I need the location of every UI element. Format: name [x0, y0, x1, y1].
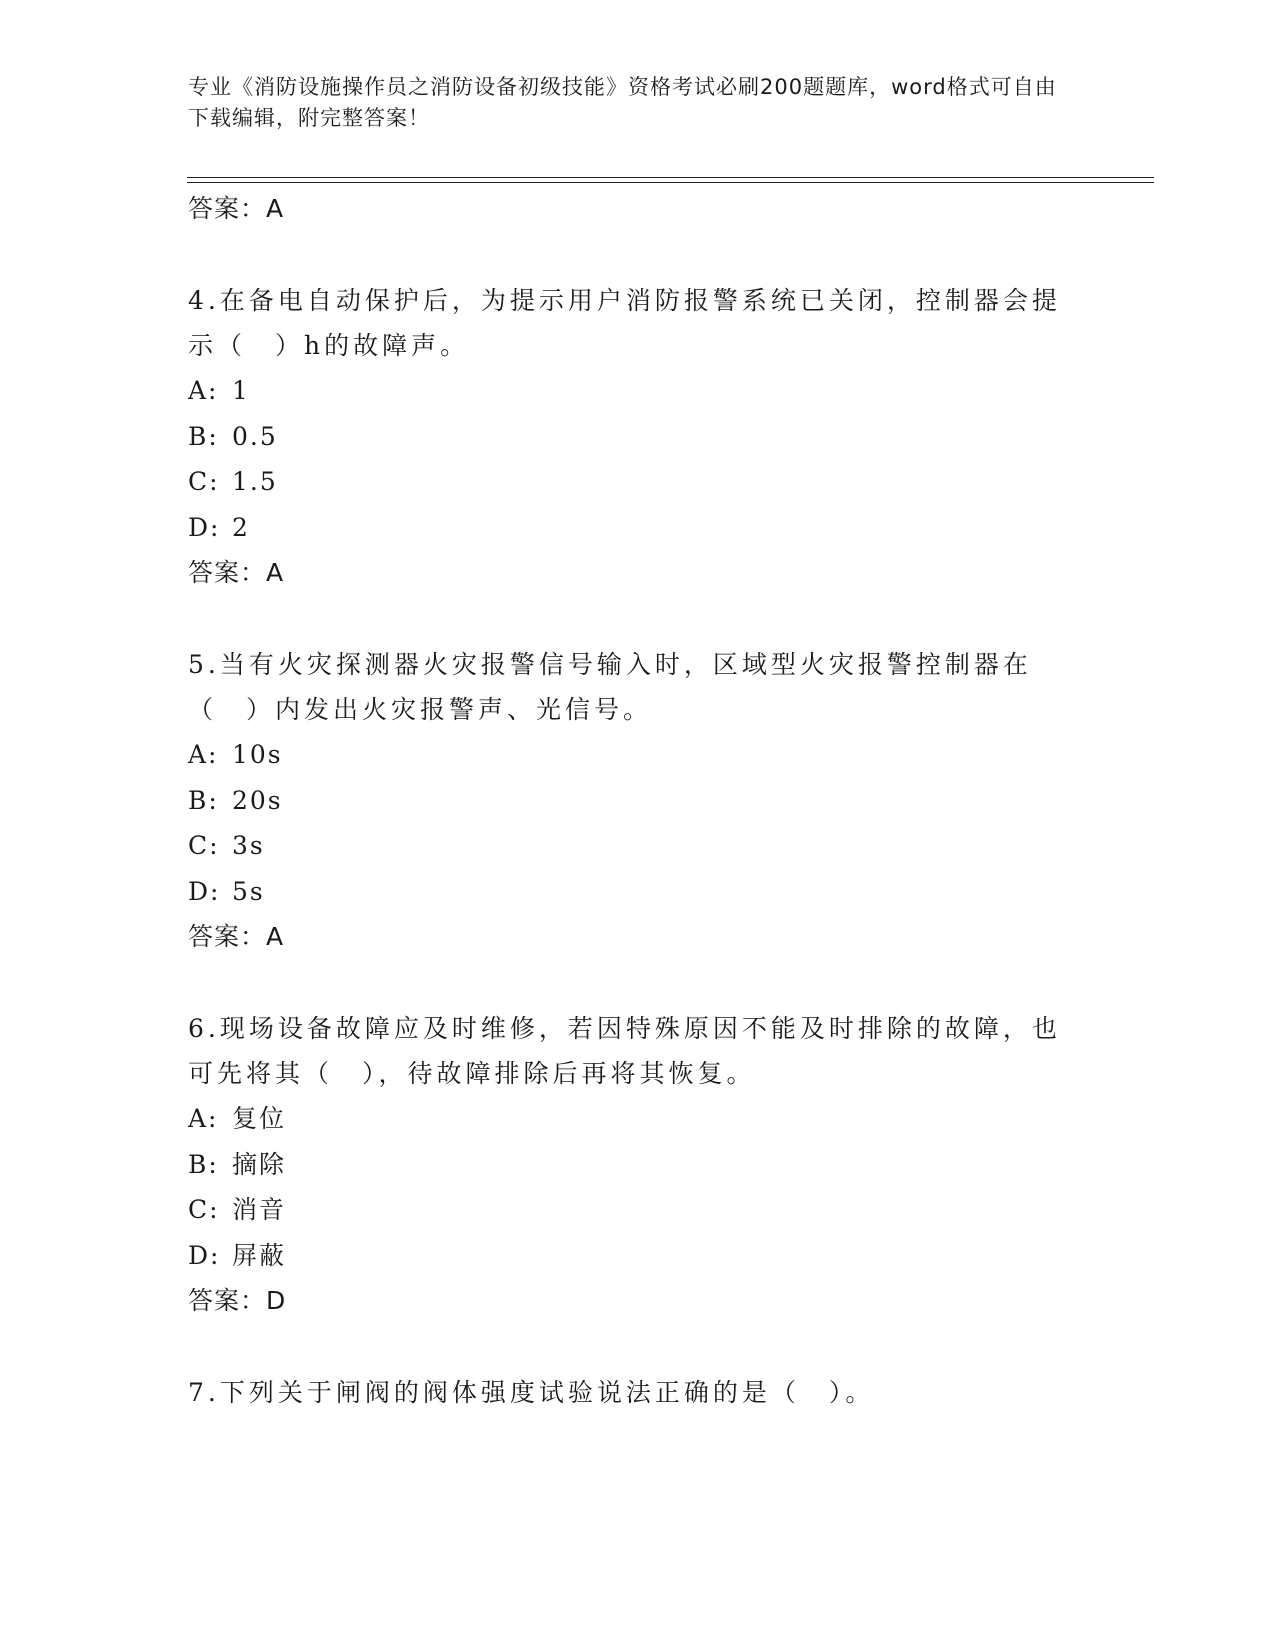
option-letter: C:	[188, 467, 220, 496]
option-d	[188, 869, 1068, 915]
answer-line: 答案：A	[188, 922, 285, 951]
answer-line: 答案：A	[188, 558, 285, 587]
answer-line: 答案：A	[188, 194, 285, 223]
option-text: 0.5	[232, 421, 278, 451]
header-divider-bottom	[187, 182, 1154, 183]
option-d	[188, 1233, 1068, 1279]
option-c	[188, 823, 1068, 869]
option-text: 2	[232, 512, 250, 542]
option-text: 5s	[232, 876, 265, 906]
option-a	[188, 368, 1068, 414]
header-text: 专业《消防设施操作员之消防设备初级技能》资格考试必刷200题题库，word格式可自由下载编辑，附完整答案！	[188, 75, 1057, 130]
option-a	[188, 732, 1068, 778]
question-stem: 6.现场设备故障应及时维修，若因特殊原因不能及时排除的故障，也可先将其（ ），待故障排除后再将其恢复。	[188, 1014, 1061, 1088]
option-c	[188, 459, 1068, 505]
option-text: 屏蔽	[232, 1240, 287, 1270]
option-b	[188, 1142, 1068, 1188]
question-item	[188, 1006, 1068, 1324]
question-stem: 4.在备电自动保护后，为提示用户消防报警系统已关闭，控制器会提示（ ）h的故障声。	[188, 286, 1061, 360]
option-letter: A:	[188, 376, 219, 405]
option-text: 1	[232, 376, 250, 405]
option-a	[188, 1096, 1068, 1142]
option-letter: D:	[188, 512, 221, 542]
option-letter: D:	[188, 1240, 221, 1270]
option-text: 1.5	[232, 467, 278, 496]
question-stem: 7.下列关于闸阀的阀体强度试验说法正确的是（ ）。	[188, 1378, 875, 1407]
answer-line: 答案：D	[188, 1286, 287, 1315]
option-letter: B:	[188, 785, 219, 815]
option-letter: C:	[188, 831, 220, 860]
option-text: 10s	[232, 740, 283, 769]
option-b	[188, 778, 1068, 824]
option-text: 复位	[232, 1104, 287, 1133]
question-item	[188, 1370, 1068, 1415]
option-letter: B:	[188, 421, 219, 451]
header-divider-top	[187, 177, 1154, 178]
question-list	[188, 186, 1068, 1415]
option-letter: B:	[188, 1149, 219, 1179]
option-c	[188, 1187, 1068, 1233]
question-stem: 5.当有火灾探测器火灾报警信号输入时，区域型火灾报警控制器在（ ）内发出火灾报警声、光信号。	[188, 650, 1032, 724]
document-header	[188, 72, 1068, 134]
option-letter: A:	[188, 1104, 219, 1133]
option-letter: C:	[188, 1195, 220, 1224]
option-text: 消音	[232, 1195, 287, 1224]
option-letter: D:	[188, 876, 221, 906]
option-text: 摘除	[232, 1149, 287, 1179]
option-text: 20s	[232, 785, 283, 815]
option-d	[188, 505, 1068, 551]
question-item	[188, 278, 1068, 596]
option-b	[188, 414, 1068, 460]
question-item	[188, 642, 1068, 960]
option-letter: A:	[188, 740, 219, 769]
option-text: 3s	[232, 831, 265, 860]
